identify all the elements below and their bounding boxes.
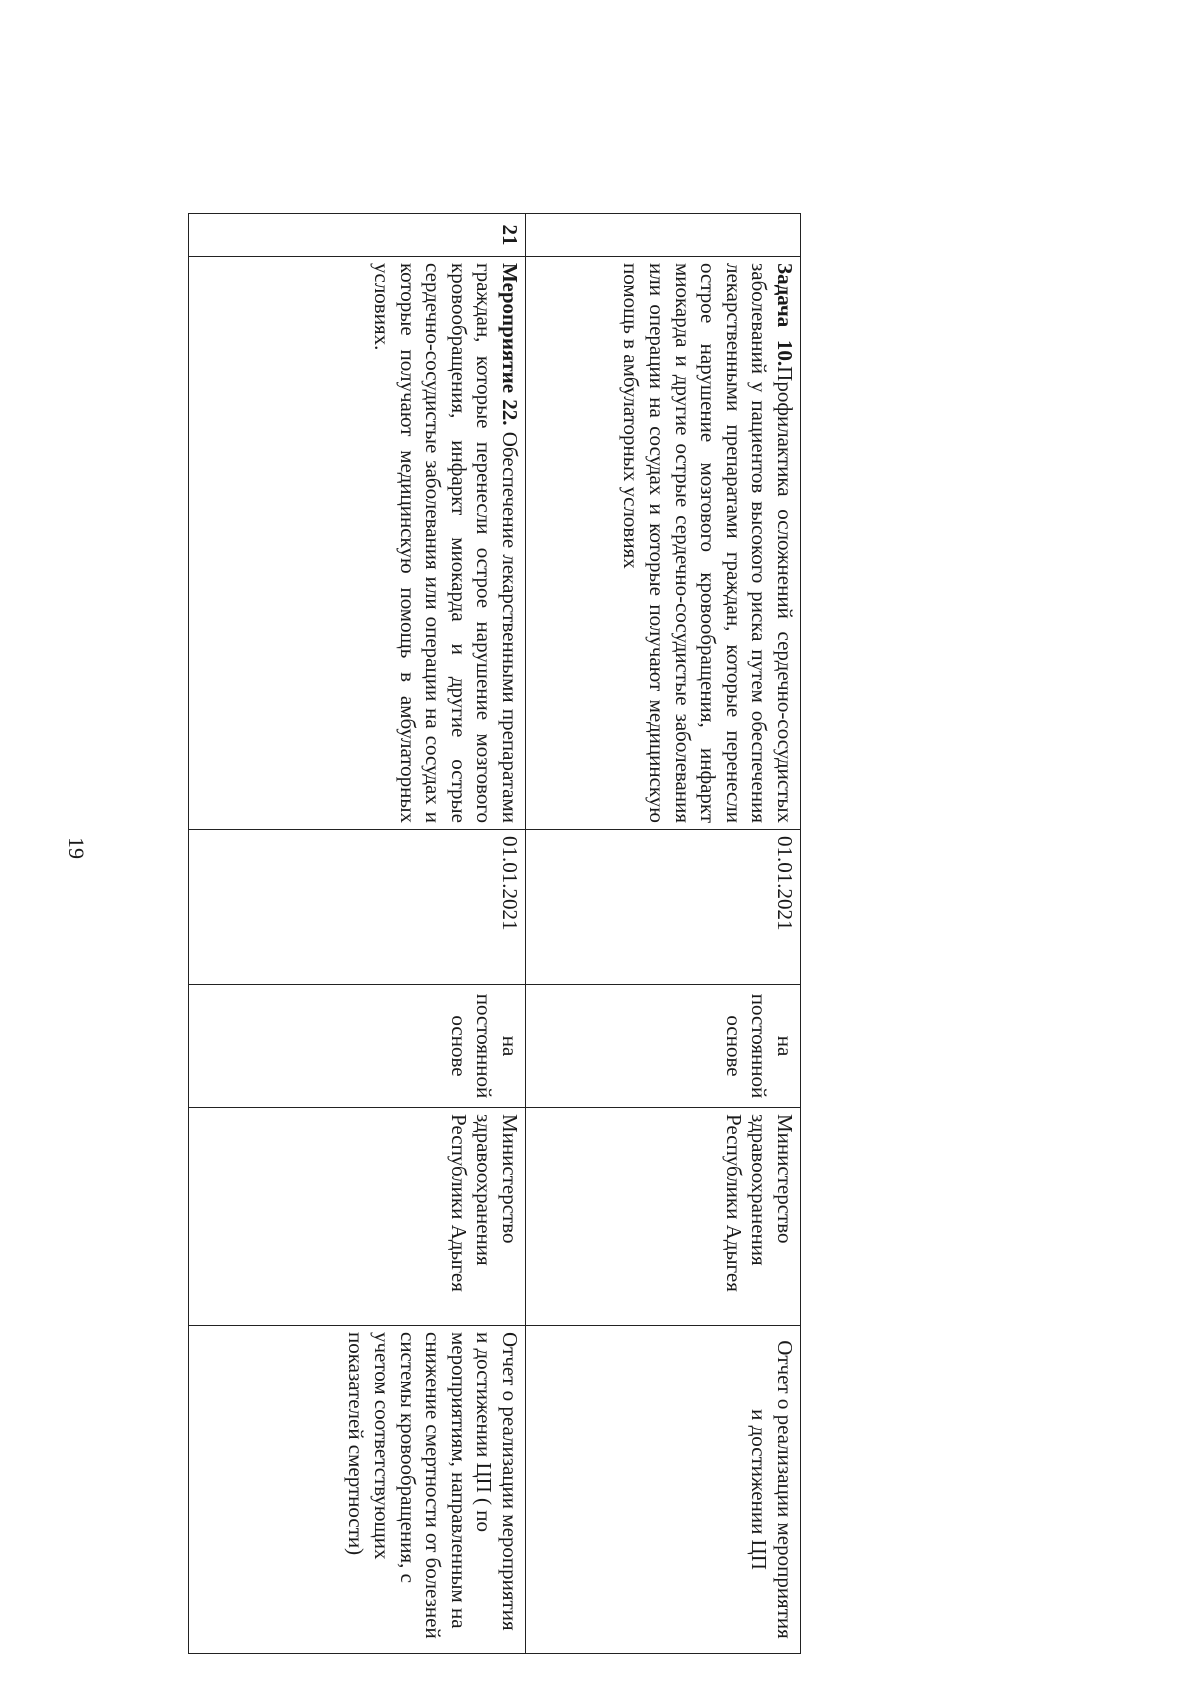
start-date-cell: 01.01.2021 [189,830,526,985]
result-cell: Отчет о реализации мероприятия и достижении ЦП [526,1326,801,1654]
description-cell [189,257,526,830]
row-number-cell [526,214,801,257]
result-cell: Отчет о реализации мероприятия и достижении ЦП ( по мероприятиям, направленным на снижение смертности от болезней системы кровообращения, с учетом соответствующих показателей смертности) [189,1326,526,1654]
table-row [526,214,801,1654]
responsible-cell: Министерство здравоохранения Республики Адыгея [189,1108,526,1326]
description-bold-prefix: Задача [773,263,797,328]
term-cell: на постоянной основе [189,985,526,1108]
responsible-cell: Министерство здравоохранения Республики Адыгея [526,1108,801,1326]
measures-table [188,213,801,1654]
start-date-cell: 01.01.2021 [526,830,801,985]
page-number: 19 [64,837,89,859]
description-bold-prefix: Мероприятие [498,263,522,394]
description-bold-number: 22. [498,399,522,426]
table-row [189,214,526,1654]
description-bold-number: 10. [773,339,797,367]
description-cell [526,257,801,830]
term-cell: на постоянной основе [526,985,801,1108]
description-text: Обеспечение лекарственными препаратами граждан, которые перенесли острое нарушение мозгового кровообращения, инфаркт миокарда и другие острые сердечно-сосудистые заболевания или операции на сосудах и которые получают медицинскую помощь в амбулаторных условиях. [369,263,522,824]
description-text: Профилактика осложнений сердечно-сосудистых заболеваний у пациентов высокого риска путем обеспечения лекарственными препаратами граждан, которые перенесли острое нарушение мозгового кровообращения, инфаркт миокарда и другие острые сердечно-сосудистые заболевания или операции на сосудах и которые получают медицинскую помощь в амбулаторных условиях [619,263,797,824]
rotated-table-container [161,213,801,1639]
row-number-cell: 21 [189,214,526,257]
